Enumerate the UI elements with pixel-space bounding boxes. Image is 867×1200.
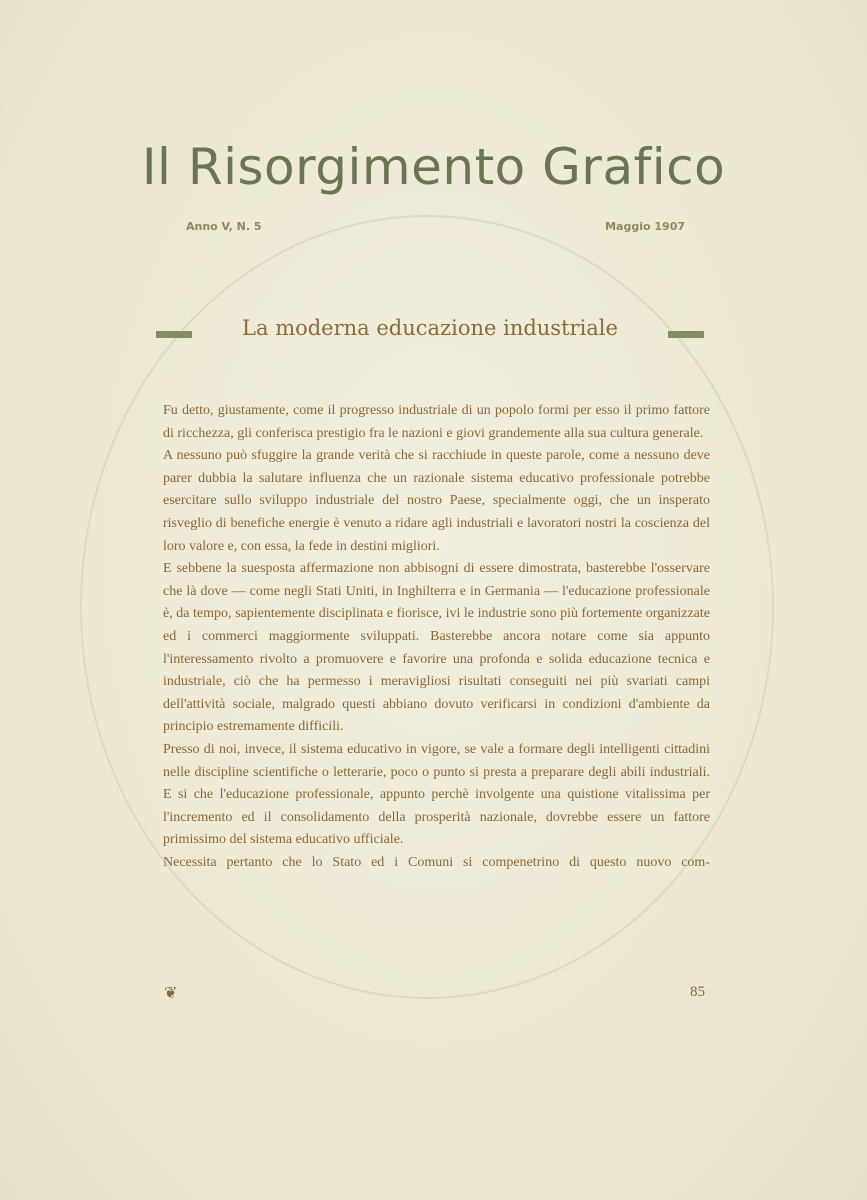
issue-number: Anno V, N. 5 [186,220,262,233]
paragraph: Necessita pertanto che lo Stato ed i Comuni si compenetrino di questo nuovo com- [163,854,710,870]
article-title: La moderna educazione industriale [242,316,618,340]
title-rule-right [668,331,704,338]
paragraph: Fu detto, giustamente, come il progresso industriale di un popolo formi per esso il primo fattore di ricchezza, gli conferisca prestigio fra le nazioni e giovi grandemente alla sua cultura generale. [163,403,710,441]
issue-date: Maggio 1907 [605,220,685,233]
fleuron-icon: ❦ [164,983,178,1002]
masthead-title: Il Risorgimento Grafico [141,138,726,196]
paragraph: A nessuno può sfuggire la grande verità che si racchiude in queste parole, come a nessuno deve parer dubbia la salutare influenza che un razionale sistema educativo professionale potrebbe esercitare sullo sviluppo industriale del nostro Paese, specialmente oggi, che un insperato risveglio di benefiche energie è venuto a ridare agli industriali e lavoratori nostri la coscienza del loro valore e, con essa, la fede in destini migliori. [163,448,710,554]
paragraph: Presso di noi, invece, il sistema educativo in vigore, se vale a formare degli intelligenti cittadini nelle discipline scientifiche o letterarie, poco o punto si presta a preparare degli abili industriali. E si che l'educazione professionale, appunto perchè involgente una quistione vitalissima per l'incremento ed il consolidamento della prosperità nazionale, dovrebbe essere un fattore primissimo del sistema educativo ufficiale. [163,741,710,848]
article-body [163,400,710,874]
article-title-row [156,316,704,352]
page-number: 85 [690,984,705,1000]
paragraph: E sebbene la suesposta affermazione non abbisogni di essere dimostrata, basterebbe l'osservare che là dove — come negli Stati Uniti, in Inghilterra e in Germania — l'educazione professionale è, da tempo, sapientemente disciplinata e fiorisce, ivi le industrie sono più fortemente organizzate ed i commerci maggiormente sviluppati. Basterebbe ancora notare come sia appunto l'interessamento rivolto a promuovere e favorire una profonda e solida educazione tecnica e industriale, ciò che ha permesso i meravigliosi risultati conseguiti nei più svariati campi dell'attività sociale, malgrado questi abbiano dovuto verificarsi in condizioni d'ambiente da principio estremamente difficili. [163,561,710,735]
